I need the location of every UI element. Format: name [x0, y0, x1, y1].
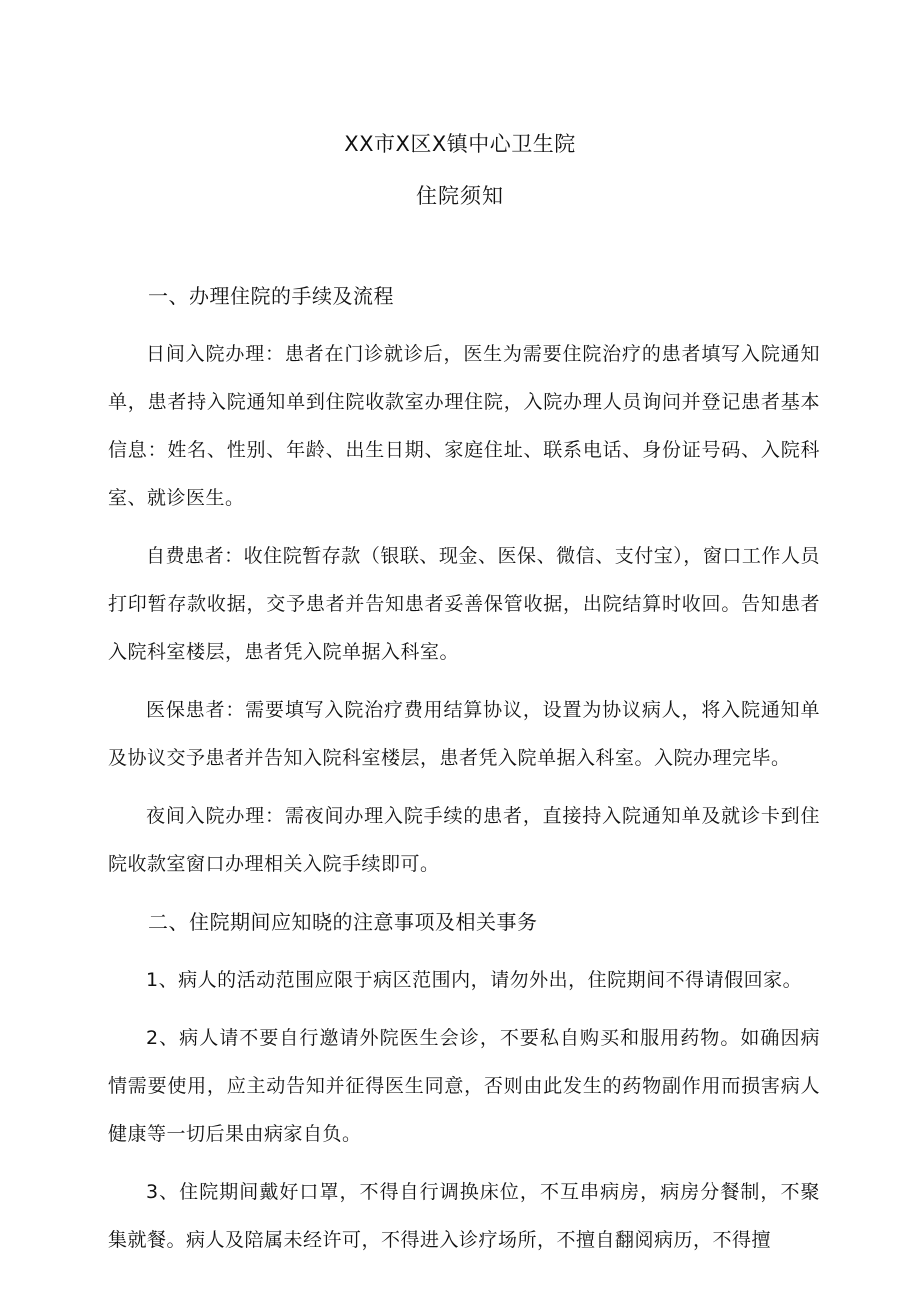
- paragraph-rule-2: 2、病人请不要自行邀请外院医生会诊，不要私自购买和服用药物。如确因病情需要使用，应主动告知并征得医生同意，否则由此发生的药物副作用而损害病人健康等一切后果由病家自负。: [108, 1027, 820, 1145]
- section-heading-admission: 一、办理住院的手续及流程: [148, 284, 394, 308]
- paragraph-rule-1: 1、病人的活动范围应限于病区范围内，请勿外出，住院期间不得请假回家。: [146, 969, 803, 991]
- paragraph-daytime-admission: 日间入院办理：患者在门诊就诊后，医生为需要住院治疗的患者填写入院通知单，患者持入院通知单到住院收款室办理住院，入院办理人员询问并登记患者基本信息：姓名、性别、年龄、出生日期、家庭住址、联系电话、身份证号码、入院科室、就诊医生。: [108, 343, 820, 509]
- paragraph-insured-patients: 医保患者：需要填写入院治疗费用结算协议，设置为协议病人，将入院通知单及协议交予患者并告知入院科室楼层，患者凭入院单据入科室。入院办理完毕。: [108, 699, 820, 769]
- paragraph-night-admission: 夜间入院办理：需夜间办理入院手续的患者，直接持入院通知单及就诊卡到住院收款室窗口办理相关入院手续即可。: [108, 805, 820, 875]
- section-heading-hospital-stay: 二、住院期间应知晓的注意事项及相关事务: [148, 910, 538, 934]
- document-body: [108, 272, 820, 1274]
- document-title: 住院须知: [416, 184, 504, 208]
- paragraph-rule-3: 3、住院期间戴好口罩，不得自行调换床位，不互串病房，病房分餐制，不聚集就餐。病人及陪属未经许可，不得进入诊疗场所，不擅自翻阅病历，不得擅: [108, 1181, 820, 1251]
- hospital-name: XX市X区X镇中心卫生院: [344, 132, 576, 156]
- paragraph-self-pay-patients: 自费患者：收住院暂存款（银联、现金、医保、微信、支付宝），窗口工作人员打印暂存款收据，交予患者并告知患者妥善保管收据，出院结算时收回。告知患者入院科室楼层，患者凭入院单据入科室。: [108, 545, 820, 663]
